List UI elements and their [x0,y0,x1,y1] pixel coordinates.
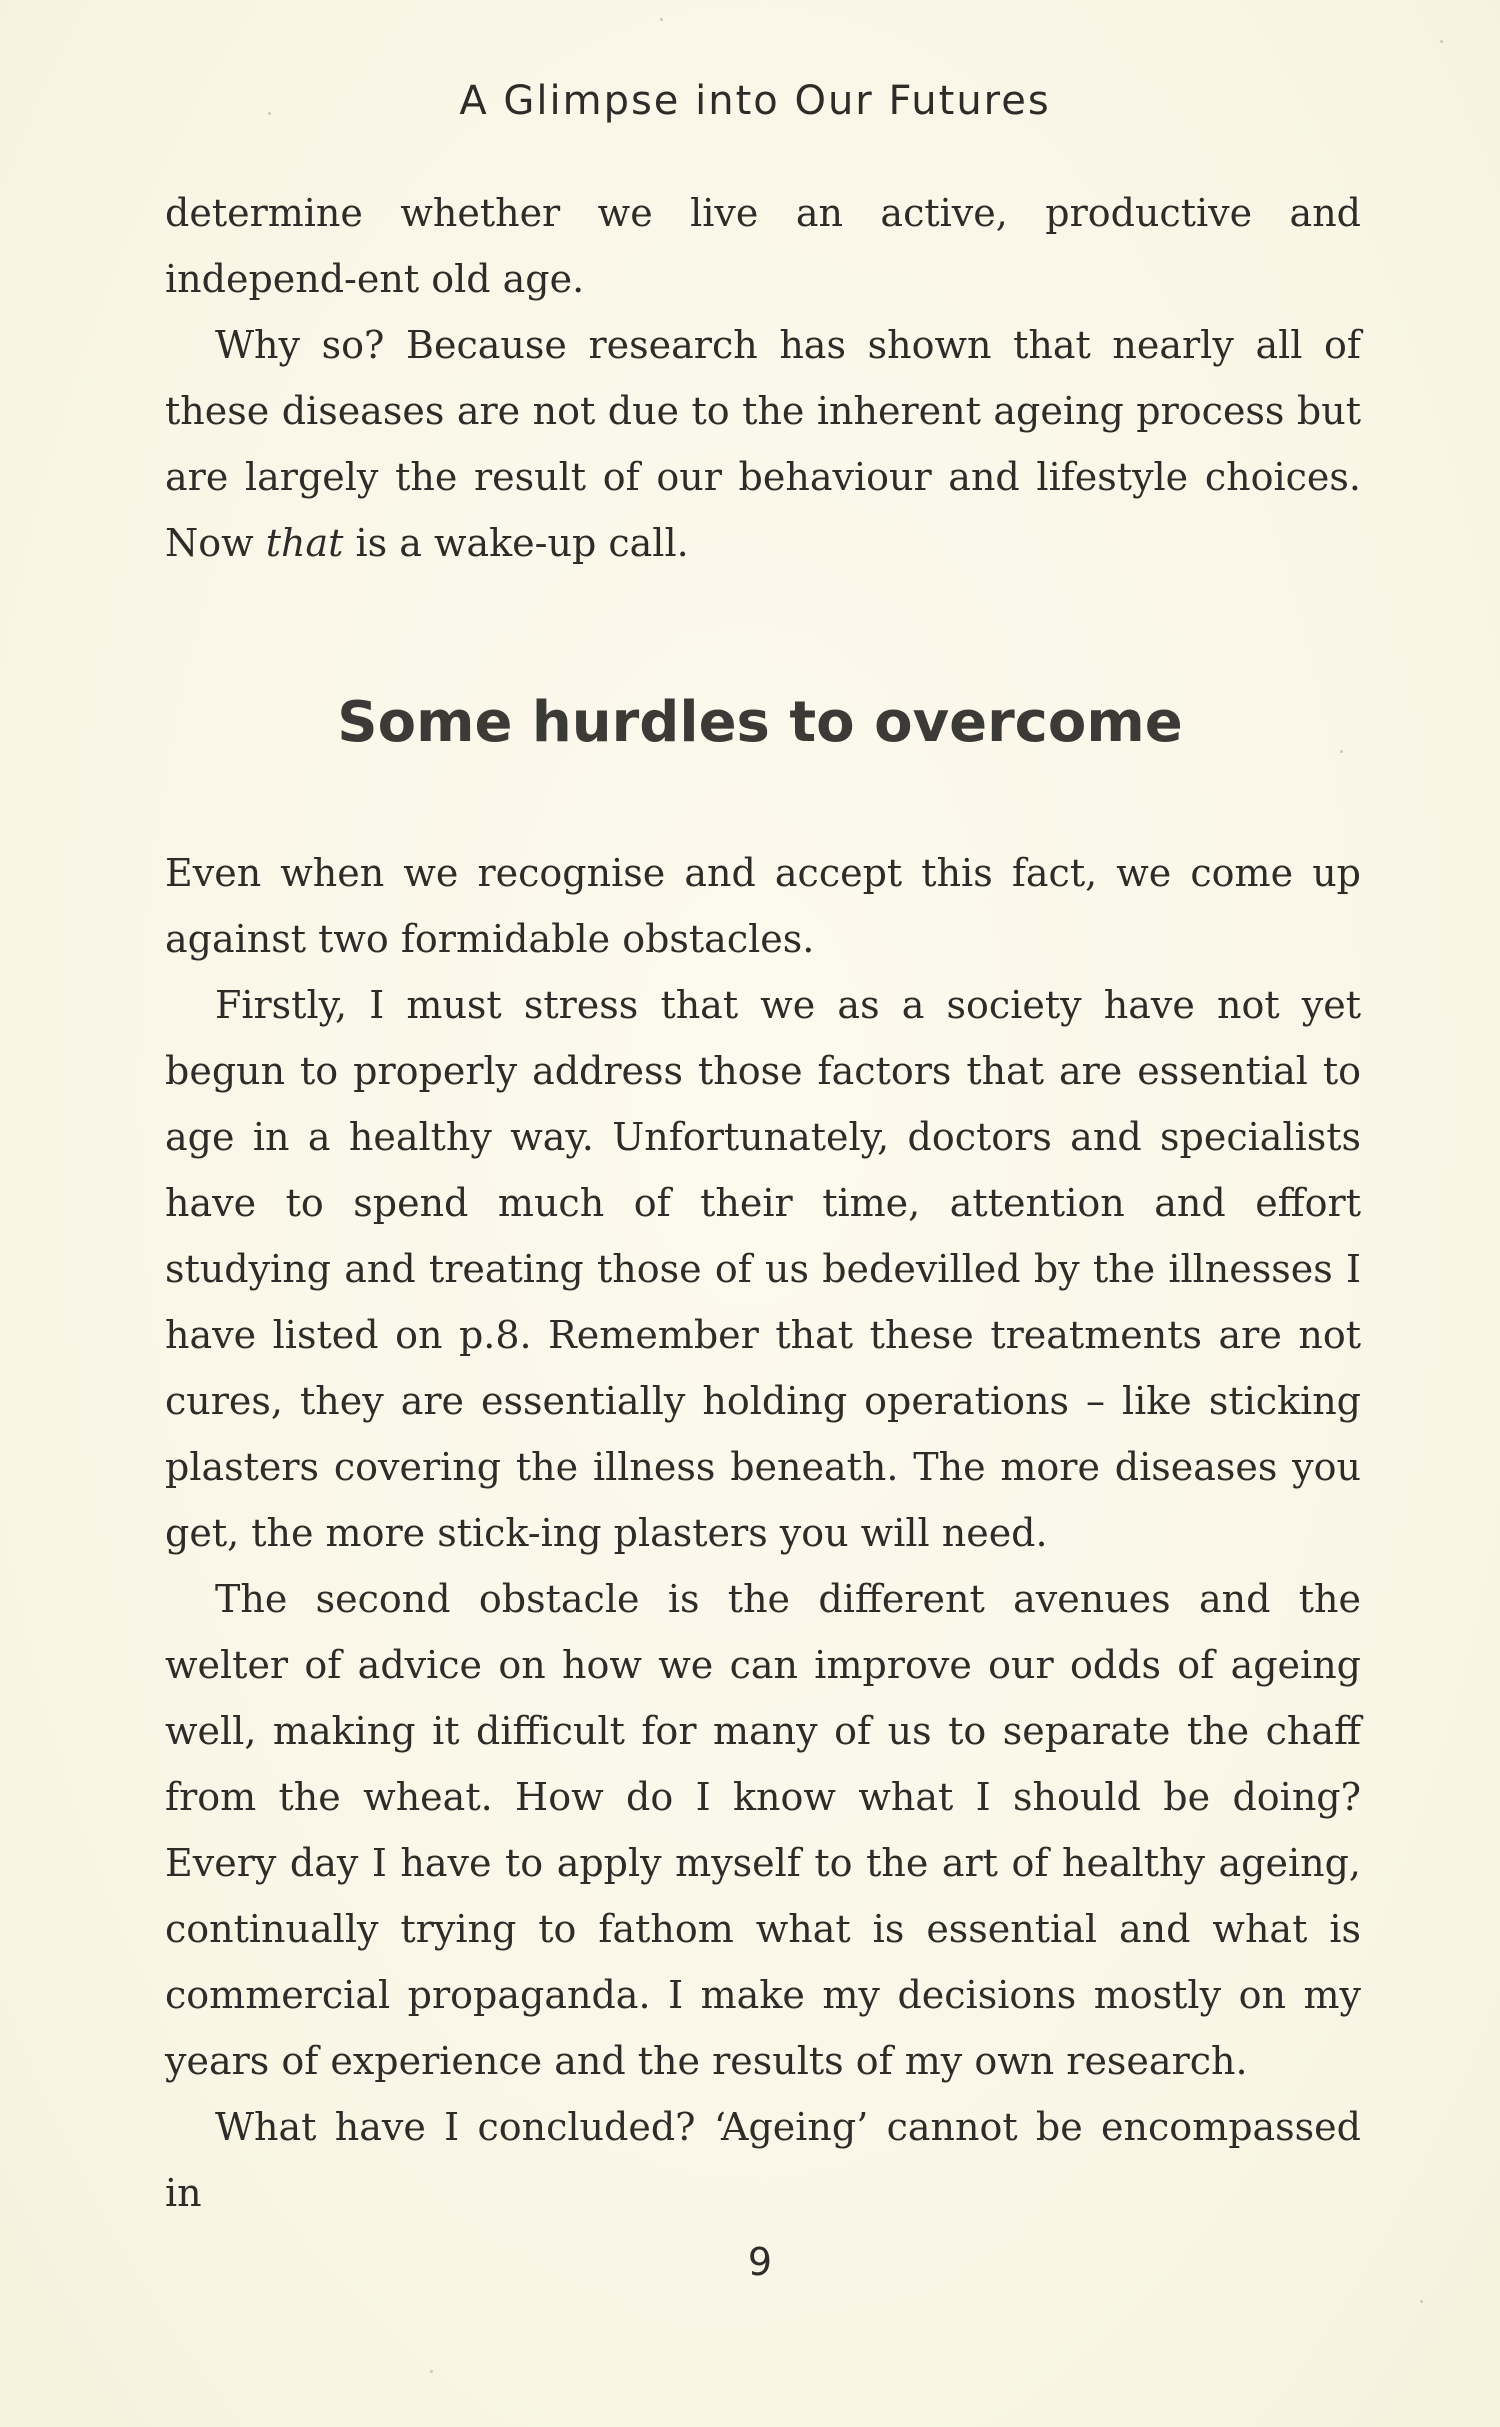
emphasis-that: that [265,521,344,565]
paragraph-conclusion-start: What have I concluded? ‘Ageing’ cannot be encompassed in [165,2105,1361,2215]
paragraph-second-obstacle: The second obstacle is the different avenues and the welter of advice on how we can improve our odds of ageing well, making it difficult for many of us to separate the chaff from the wheat. How do I know what I should be doing? Every day I have to apply myself to the art of healthy ageing, continually trying to fathom what is essential and what is commercial propaganda. I make my decisions mostly on my years of experience and the results of my own research. [165,1577,1361,2083]
paper-speck [1440,40,1443,43]
paragraph-continuation: determine whether we live an active, productive and independ-ent old age. [165,191,1361,301]
paper-speck [430,2370,433,2373]
paragraph-why-so-text: Why so? Because research has shown that nearly all of these diseases are not due to the inherent ageing process but are largely the result of our behaviour and lifestyle choices. Now [165,323,1361,565]
running-header-title: A Glimpse into Our Futures [459,78,1051,124]
paper-speck [1420,2300,1423,2303]
paragraph-first-obstacle: Firstly, I must stress that we as a society have not yet begun to properly address those factors that are essential to age in a healthy way. Unfortunately, doctors and specialists have to spend much of their time, attention and effort studying and treating those of us bedevilled by the illnesses I have listed on p.8. Remember that these treatments are not cures, they are essentially holding operations – like sticking plasters covering the illness beneath. The more diseases you get, the more stick-ing plasters you will need. [165,983,1361,1555]
paper-speck [1340,750,1343,753]
opening-text-block [165,180,1361,576]
section-heading: Some hurdles to overcome [337,690,1183,755]
paper-speck [660,18,663,21]
section-text-block [165,840,1361,2226]
paragraph-why-so-ending: is a wake-up call. [343,521,689,565]
paper-speck [268,112,271,115]
paragraph-why-so [165,312,1361,576]
page-number: 9 [747,2240,773,2284]
paragraph-obstacles-intro: Even when we recognise and accept this fact, we come up against two formidable obstacles. [165,851,1361,961]
